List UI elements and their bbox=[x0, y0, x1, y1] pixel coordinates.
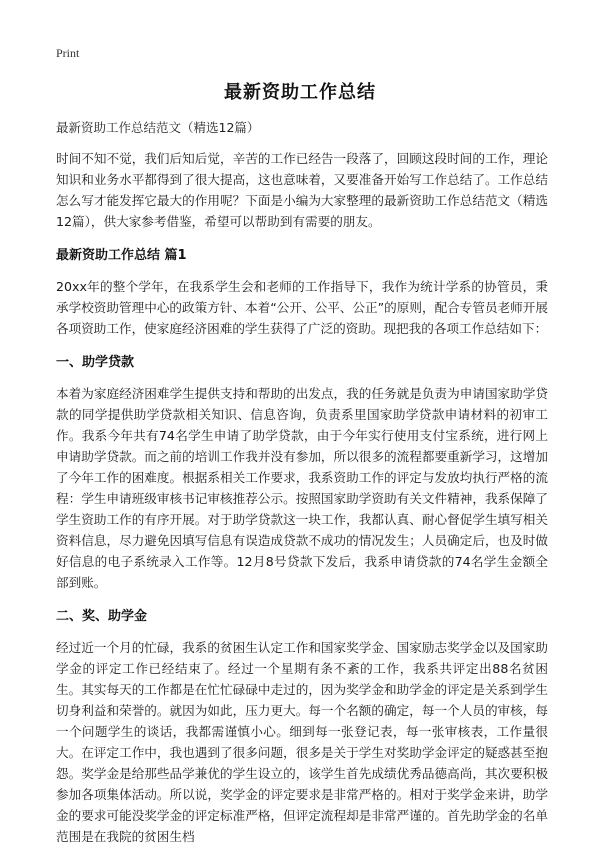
section-paragraph-scholarships: 经过近一个月的忙碌，我系的贫困生认定工作和国家奖学金、国家励志奖学金以及国家助学金的评定工作已经结束了。经过一个星期有条不紊的工作，我系共评定出88名贫困生。其实每天的工作都是在忙忙碌碌中走过的，因为奖学金和助学金的评定是关系到学生切身利益和荣誉的。就因为如此，压力更大。每一个名额的确定，每一个人员的审核，每一个问题学生的谈话，我都需谨慎小心。细到每一张登记表，每一张审核表，工作量很大。在评定工作中，我也遇到了很多问题，很多是关于学生对奖助学金评定的疑惑甚至抱怨。奖学金是给那些品学兼优的学生设立的，该学生首先成绩优秀品德高尚，其次要积极参加各项集体活动。所以说，奖学金的评定要求是非常严格的。相对于奖学金来讲，助学金的要求可能没奖学金的评定标准严格，但评定流程却是非常严谨的。首先助学金的名单范围是在我院的贫困生档 bbox=[56, 640, 548, 844]
section-paragraph-loans: 本着为家庭经济困难学生提供支持和帮助的出发点，我的任务就是负责为申请国家助学贷款的同学提供助学贷款相关知识、信息咨询，负责系里国家助学贷款申请材料的初审工作。我系今年共有74名学生申请了助学贷款，由于今年实行使用支付宝系统，进行网上申请助学贷款。而之前的培训工作我并没有参加，所以很多的流程都要重新学习，这增加了今年工作的困难度。根据系相关工作要求，我系资助工作的评定与发放均执行严格的流程：学生申请班级审核书记审核推荐公示。按照国家助学资助有关文件精神，我系保障了学生资助工作的有序开展。对于助学贷款这一块工作，我都认真、耐心督促学生填写相关资料信息，尽力避免因填写信息有误造成贷款不成功的情况发生；人员确定后，也及时做好信息的电子系统录入工作等。12月8号贷款下发后，我系申请贷款的74名学生金额全部到账。 bbox=[56, 386, 548, 590]
article-intro-paragraph: 20xx年的整个学年，在我系学生会和老师的工作指导下，我作为统计学系的协管员，秉承学校资助管理中心的政策方针、本着“公开、公平、公正”的原则，配合专管员老师开展各项资助工作，使家庭经济困难的学生获得了广泛的资助。现把我的各项工作总结如下： bbox=[56, 279, 548, 336]
document-body bbox=[56, 118, 548, 857]
intro-paragraph: 时间不知不觉，我们后知后觉，辛苦的工作已经告一段落了，回顾这段时间的工作，理论知识和业务水平都得到了很大提高，这也意味着，又要准备开始写工作总结了。工作总结怎么写才能发挥它最大的作用呢？下面是小编为大家整理的最新资助工作总结范文（精选12篇），供大家参考借鉴，希望可以帮助到有需要的朋友。 bbox=[56, 151, 548, 229]
document-subtitle: 最新资助工作总结范文（精选12篇） bbox=[56, 120, 260, 135]
section-heading-loans: 一、助学贷款 bbox=[56, 355, 135, 370]
print-link[interactable]: Print bbox=[56, 46, 80, 60]
section-heading-scholarships: 二、奖、助学金 bbox=[56, 609, 148, 624]
page-title: 最新资助工作总结 bbox=[224, 82, 376, 103]
article-heading: 最新资助工作总结 篇1 bbox=[56, 248, 187, 263]
